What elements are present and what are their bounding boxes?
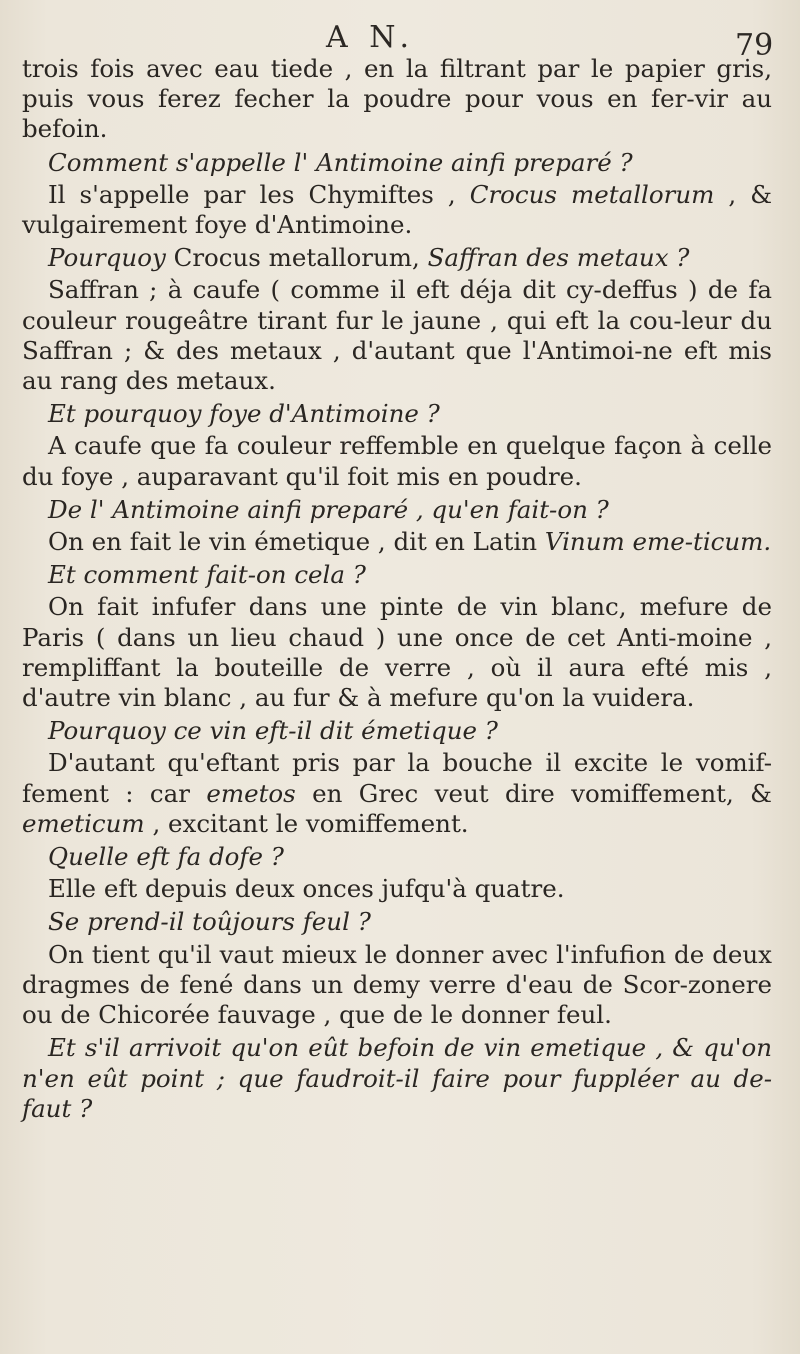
answer: Saffran ; à caufe ( comme il eft déja dit cy-deffus ) de fa couleur rougeâtre tirant fur le jaune , qui eft la cou-leur du Saffran ; & des metaux , d'autant que l'Antimoi-ne eft mis au rang des metaux. (22, 275, 772, 396)
answer: Elle eft depuis deux onces jufqu'à quatre. (48, 874, 565, 904)
answer (22, 180, 772, 240)
question: Pourquoy ce vin eft-il dit émetique ? (48, 716, 498, 746)
latin-term: Crocus metallorum (469, 179, 715, 209)
question-text: Pourquoy (48, 243, 166, 273)
answer-text: D'autant qu'eftant pris par la bouche il excite le vomif-fement : car (22, 748, 772, 808)
page-number: 79 (735, 28, 774, 63)
question: Et comment fait-on cela ? (48, 560, 366, 590)
question: De l' Antimoine ainfi preparé , qu'en fait-on ? (48, 494, 609, 524)
page-header (0, 18, 800, 63)
latin-term: Crocus metallorum, (165, 243, 428, 273)
answer-text: en Grec veut dire vomiffement, & (295, 778, 772, 808)
answer: A caufe que fa couleur reffemble en quelque façon à celle du foye , auparavant qu'il foit mis en poudre. (22, 431, 772, 491)
body-text (22, 54, 772, 1126)
running-head: A N. (326, 20, 416, 55)
question: Se prend-il toûjours feul ? (48, 907, 371, 937)
answer-text: , & vulgairement foye d'Antimoine. (22, 179, 772, 240)
answer: On tient qu'il vaut mieux le donner avec l'infufion de deux dragmes de fené dans un demy verre d'eau de Scor-zonere ou de Chicorée fauvage , que de le donner feul. (22, 939, 772, 1030)
answer-text: , excitant le vomiffement. (144, 808, 469, 838)
answer (22, 527, 772, 557)
latin-term: Vinum eme-ticum. (544, 527, 772, 557)
paragraph: trois fois avec eau tiede , en la filtrant par le papier gris, puis vous ferez fecher la poudre pour vous en fer-vir au befoin. (22, 54, 772, 144)
answer: On fait infufer dans une pinte de vin blanc, mefure de Paris ( dans un lieu chaud ) une once de cet Anti-moine , rempliffant la bouteille de verre , où il aura efté mis , d'autre vin blanc , au fur & à mefure qu'on la vuidera. (22, 592, 772, 713)
greek-term: emetos (206, 778, 296, 808)
answer (22, 748, 772, 839)
answer-text: On en fait le vin émetique , dit en Latin (48, 527, 545, 557)
question (22, 243, 772, 273)
question: Quelle eft fa dofe ? (48, 842, 284, 872)
question: Et s'il arrivoit qu'on eût befoin de vin emetique , & qu'on n'en eût point ; que faudroit-il faire pour fuppléer au de-faut ? (22, 1033, 772, 1123)
question: Et pourquoy foye d'Antimoine ? (48, 399, 440, 429)
latin-term: emeticum (22, 808, 145, 838)
question-text: Saffran des metaux ? (427, 243, 690, 273)
question: Comment s'appelle l' Antimoine ainfi preparé ? (48, 147, 633, 177)
answer-text: Il s'appelle par les Chymiftes , (48, 179, 470, 209)
